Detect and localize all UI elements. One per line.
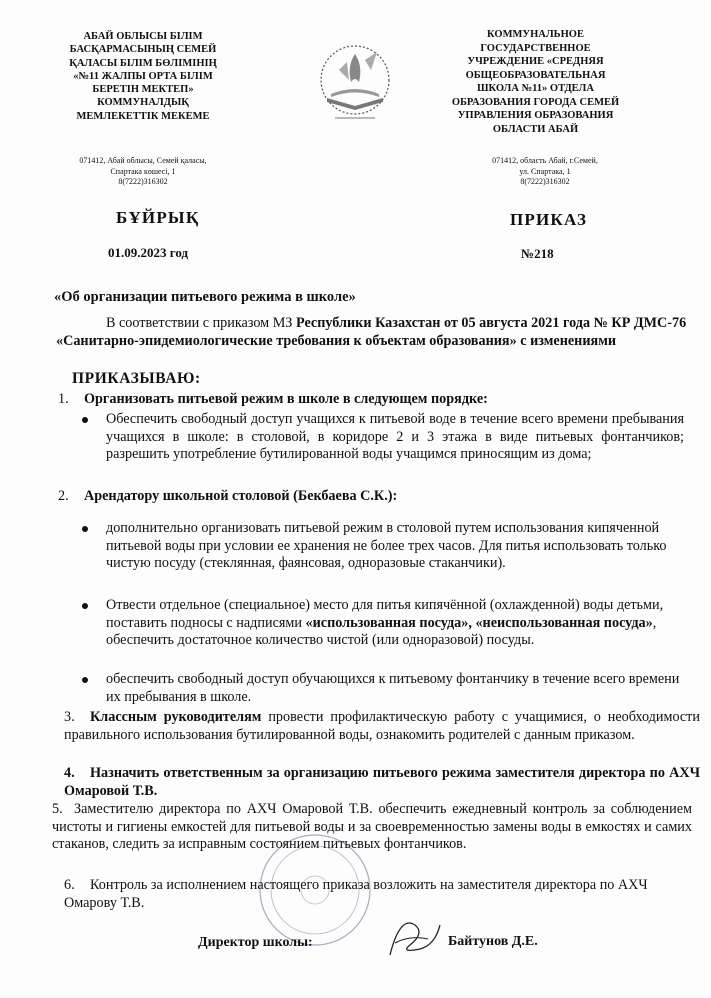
header-left-line: «№11 ЖАЛПЫ ОРТА БІЛІМ — [73, 70, 213, 82]
order-item-1 — [58, 391, 698, 409]
signature-title: Директор школы: — [198, 935, 313, 950]
bullet-item — [106, 520, 684, 573]
header-right-line: КОММУНАЛЬНОЕ — [487, 29, 584, 40]
header-left-line: АБАЙ ОБЛЫСЫ БІЛІМ — [83, 31, 203, 42]
item-text-bold: Классным руководителям — [90, 709, 262, 725]
header-right-line: ОБРАЗОВАНИЯ ГОРОДА СЕМЕЙ — [451, 96, 620, 108]
bullet-icon — [82, 417, 88, 423]
header-left-line: КОММУНАЛДЫҚ — [97, 97, 189, 109]
header-right-line: ШКОЛА №11» ОТДЕЛА — [477, 83, 594, 94]
item-number: 3. — [64, 709, 75, 725]
order-subject: «Об организации питьевого режима в школе» — [54, 289, 356, 305]
header-left-line: МЕМЛЕКЕТТІК МЕКЕМЕ — [76, 110, 210, 122]
address-right — [450, 156, 640, 188]
header-left-kz — [58, 30, 228, 123]
item-number: 4. — [64, 765, 75, 781]
bullet-text: Обеспечить свободный доступ учащихся к питьевой воде в течение всего времени пребывания учащихся в школе: в столовой, в коридоре 2 и 3 этажа в виде питьевых фонтанчиков; разрешить употребление бутилированной воды учащимся приносящим из дома; — [106, 411, 684, 463]
item-text: Контроль за исполнением настоящего приказа возложить на заместителя директора по АХЧ Омарову Т.В. — [64, 877, 648, 911]
official-stamp-icon — [255, 830, 375, 950]
header-right-line: УЧРЕЖДЕНИЕ «СРЕДНЯЯ — [467, 56, 604, 67]
bullet-item — [106, 411, 684, 464]
item-text: Назначить ответственным за организацию питьевого режима заместителя директора по АХЧ Омаровой Т.В. — [64, 765, 700, 799]
order-item-2 — [58, 488, 698, 506]
order-title-kz: БҰЙРЫҚ — [116, 208, 200, 227]
item-text: Заместителю директора по АХЧ Омаровой Т.В. обеспечить ежедневный контроль за соблюдением чистоты и гигиены емкостей для питьевой воды и за своевременностью замены воды в емкостях и самих стаканов, следить за исправным состоянием питьевых фонтанчиков. — [52, 801, 692, 852]
handwritten-signature-icon — [380, 905, 450, 965]
item-number: 5. — [52, 801, 63, 817]
item-number: 2. — [58, 488, 69, 504]
bullet-text: Отвести отдельное (специальное) место для питья кипячённой (охлажденной) воды детьми, поставить подносы с надписями — [106, 597, 664, 631]
order-item-4 — [64, 765, 700, 800]
order-date: 01.09.2023 год — [108, 245, 189, 260]
preamble-plain: В соответствии с приказом МЗ — [106, 315, 296, 331]
header-right-line: ОБЛАСТИ АБАЙ — [492, 123, 579, 135]
bullet-icon — [82, 526, 88, 532]
header-left-line: БЕРЕТІН МЕКТЕП» — [92, 84, 194, 96]
address-line: Спартака көшесі, 1 — [110, 166, 176, 176]
item-number: 6. — [64, 877, 75, 893]
bullet-icon — [82, 677, 88, 683]
item-text: Арендатору школьной столовой (Бекбаева С.К.): — [84, 488, 398, 504]
order-title-ru: ПРИКАЗ — [510, 210, 588, 229]
item-text: Организовать питьевой режим в школе в следующем порядке: — [84, 391, 488, 407]
bullet-item — [106, 671, 684, 706]
bullet-text-bold: «использованная посуда», «неиспользованная посуда» — [305, 614, 653, 631]
item-number: 1. — [58, 391, 69, 407]
bullet-icon — [82, 603, 88, 609]
address-line: 071412, Абай облысы, Семей қаласы, — [79, 156, 207, 165]
address-line: ул. Спартака, 1 — [519, 166, 571, 176]
bullet-text: обеспечить свободный доступ обучающихся к питьевому фонтанчику в течение всего времени их пребывания в школе. — [106, 671, 680, 705]
address-line: 8(7222)316302 — [520, 177, 570, 186]
header-right-ru — [438, 28, 633, 136]
bullet-item — [106, 597, 684, 650]
header-right-line: ОБЩЕОБРАЗОВАТЕЛЬНАЯ — [465, 69, 606, 81]
order-number: №218 — [521, 246, 554, 261]
director-name: Байтунов Д.Е. — [448, 934, 538, 949]
header-right-line: УПРАВЛЕНИЯ ОБРАЗОВАНИЯ — [457, 110, 614, 121]
preamble — [56, 315, 706, 350]
order-item-3 — [64, 709, 700, 744]
header-left-line: БАСҚАРМАСЫНЫҢ СЕМЕЙ — [69, 44, 217, 56]
item-text: провести профилактическую работу с учащимися, о необходимости правильного использования бутилированной воды, ознакомить родителей с данным приказом. — [64, 709, 700, 743]
order-word: ПРИКАЗЫВАЮ: — [72, 370, 201, 387]
address-line: 8(7222)316302 — [118, 177, 168, 186]
header-left-line: ҚАЛАСЫ БІЛІМ БӨЛІМІНІҢ — [69, 57, 217, 69]
address-left — [38, 156, 248, 188]
school-logo-icon — [305, 40, 405, 125]
header-right-line: ГОСУДАРСТВЕННОЕ — [480, 42, 591, 54]
preamble-bold: Республики Казахстан от 05 августа 2021 года № КР ДМС-76 «Санитарно-эпидемиологические требования к объектам образования» с изменениями — [56, 315, 687, 349]
bullet-text: дополнительно организовать питьевой режим в столовой путем использования кипяченной питьевой воды при условии ее хранения не более трех часов. Для питья использовать только чистую посуду (стеклянная, фаянсовая, одноразовые стаканчики). — [106, 520, 667, 572]
bullet-text: , обеспечить достаточное количество чистой (или одноразовой) посуды. — [106, 614, 657, 649]
address-line: 071412, область Абай, г.Семей, — [492, 156, 598, 165]
